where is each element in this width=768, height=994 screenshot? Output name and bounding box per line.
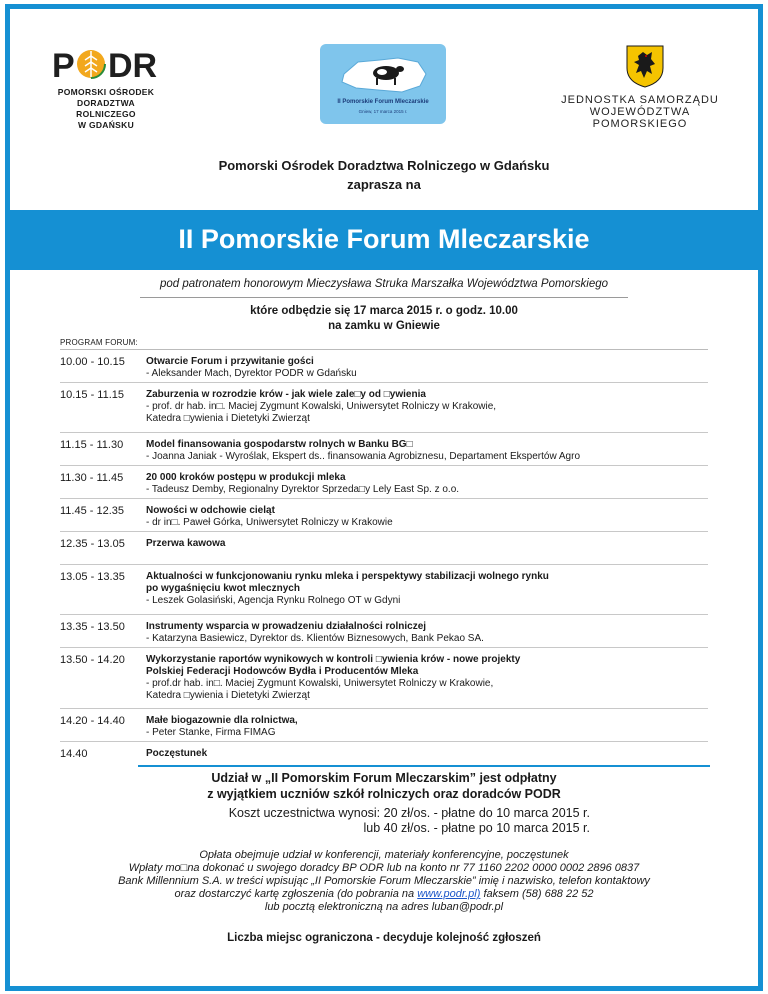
program-row xyxy=(60,615,708,648)
program-time: 13.35 - 13.50 xyxy=(60,621,125,633)
samorzad-logo xyxy=(560,44,720,130)
program-topic: Wykorzystanie raportów wynikowych w kontroli □ywienia krów - nowe projekty xyxy=(146,654,521,665)
program-row xyxy=(60,565,708,615)
program-row xyxy=(60,383,708,433)
program-speaker: - Leszek Golasiński, Agencja Rynku Rolnego OT w Gdyni xyxy=(146,595,401,606)
program-content xyxy=(146,439,708,465)
program-topic: Polskiej Federacji Hodowców Bydła i Producentów Mleka xyxy=(146,666,419,677)
grain-icon xyxy=(52,47,162,81)
program-row xyxy=(60,433,708,466)
podr-logo xyxy=(46,47,166,130)
program-table xyxy=(60,350,708,775)
podr-logo-text xyxy=(56,87,156,131)
header-logos xyxy=(40,44,720,130)
program-topic: Otwarcie Forum i przywitanie gości xyxy=(146,356,314,367)
program-content xyxy=(146,715,708,741)
program-time: 10.15 - 11.15 xyxy=(60,389,125,401)
program-time: 12.35 - 13.05 xyxy=(60,538,125,550)
program-topic: Model finansowania gospodarstw rolnych w Banku BG□ xyxy=(146,439,413,450)
forum-badge-subtitle: Gniew, 17 marca 2015 r. xyxy=(358,109,408,114)
program-content xyxy=(146,654,708,708)
podr-website-link[interactable]: www.podr.pl) xyxy=(417,888,481,900)
program-bottom-divider xyxy=(138,765,710,767)
program-time: 13.50 - 14.20 xyxy=(60,654,125,666)
cow-map-icon xyxy=(338,54,430,96)
payment-line-2: Wpłaty mo□na dokonać u swojego doradcy BP ODR lub na konto nr 77 1160 2202 0000 0002 2896 0837 xyxy=(128,862,640,874)
program-content xyxy=(146,538,708,564)
program-time: 11.30 - 11.45 xyxy=(60,472,124,484)
patronage-divider xyxy=(140,297,628,298)
program-topic: po wygaśnięciu kwot mlecznych xyxy=(146,583,300,594)
program-content xyxy=(146,505,708,531)
payment-line-3: Bank Millennium S.A. w treści wpisując „II Pomorskie Forum Mleczarskie” imię i nazwisko, telefon kontaktowy xyxy=(118,875,650,887)
payment-line-4-text: oraz dostarczyć kartę zgłoszenia (do pobrania na xyxy=(174,888,418,900)
samorzad-line-1: JEDNOSTKA SAMORZĄDU xyxy=(561,94,719,106)
payment-line-4-fax: faksem (58) 688 22 52 xyxy=(480,888,594,900)
fee-line-2: lub 40 zł/os. - płatne po 10 marca 2015 r. xyxy=(363,821,590,835)
program-time: 13.05 - 13.35 xyxy=(60,571,125,583)
limited-seats-note: Liczba miejsc ograniczona - decyduje kolejność zgłoszeń xyxy=(227,932,541,944)
program-time: 11.15 - 11.30 xyxy=(60,439,124,451)
program-speaker: - prof. dr hab. in□. Maciej Zygmunt Kowalski, Uniwersytet Rolniczy w Krakowie, xyxy=(146,401,497,412)
program-topic: Instrumenty wsparcia w prowadzeniu działalności rolniczej xyxy=(146,621,427,632)
invite-text: zaprasza na xyxy=(347,177,421,192)
griffin-coat-of-arms-icon xyxy=(625,44,665,88)
program-time: 10.00 - 10.15 xyxy=(60,356,125,368)
program-speaker: - dr in□. Paweł Górka, Uniwersytet Rolniczy w Krakowie xyxy=(146,517,393,528)
podr-line-1: POMORSKI OŚRODEK xyxy=(57,87,155,97)
title-banner xyxy=(10,210,758,270)
participation-line-1: Udział w „II Pomorskim Forum Mleczarskim” jest odpłatny xyxy=(211,771,557,785)
program-row xyxy=(60,648,708,709)
program-topic: Aktualności w funkcjonowaniu rynku mleka i perspektywy stabilizacji wolnego rynku xyxy=(146,571,549,582)
program-time: 14.20 - 14.40 xyxy=(60,715,125,727)
event-place: na zamku w Gniewie xyxy=(328,320,440,332)
svg-text:P: P xyxy=(52,47,75,81)
program-speaker: - Joanna Janiak - Wyroślak, Ekspert ds.. finansowania Agrobiznesu, Departament Ekspertów Agro xyxy=(146,451,581,462)
program-row xyxy=(60,709,708,742)
program-speaker: - Aleksander Mach, Dyrektor PODR w Gdańsku xyxy=(146,368,357,379)
program-speaker: - prof.dr hab. in□. Maciej Zygmunt Kowalski, Uniwersytet Rolniczy w Krakowie, xyxy=(146,678,494,689)
program-topic: 20 000 kroków postępu w produkcji mleka xyxy=(146,472,346,483)
event-date: które odbędzie się 17 marca 2015 r. o godz. 10.00 xyxy=(250,305,518,317)
participation-note xyxy=(0,770,768,802)
program-time: 14.40 xyxy=(60,748,88,760)
podr-line-3: W GDAŃSKU xyxy=(77,120,135,130)
forum-badge-title: II Pomorskie Forum Mleczarskie xyxy=(337,99,429,105)
participation-line-2: z wyjątkiem uczniów szkół rolniczych oraz doradców PODR xyxy=(207,787,561,801)
program-topic: Przerwa kawowa xyxy=(146,538,226,549)
podr-line-2: DORADZTWA ROLNICZEGO xyxy=(76,98,136,119)
patronage-text: pod patronatem honorowym Mieczysława Struka Marszałka Województwa Pomorskiego xyxy=(159,278,609,290)
program-row xyxy=(60,499,708,532)
program-content xyxy=(146,389,708,432)
program-speaker: - Katarzyna Basiewicz, Dyrektor ds. Klientów Biznesowych, Bank Pekao SA. xyxy=(146,633,484,644)
payment-line-5: lub pocztą elektroniczną na adres luban@podr.pl xyxy=(264,901,504,913)
payment-line-1: Opłata obejmuje udział w konferencji, materiały konferencyjne, poczęstunek xyxy=(199,849,569,861)
program-label: PROGRAM FORUM: xyxy=(60,338,138,347)
forum-badge xyxy=(320,44,446,124)
program-topic: Małe biogazownie dla rolnictwa, xyxy=(146,715,298,726)
program-topic: Nowości w odchowie cieląt xyxy=(146,505,275,516)
payment-line-4 xyxy=(0,888,768,901)
samorzad-text xyxy=(560,94,720,130)
program-content xyxy=(146,472,708,498)
program-speaker: - Tadeusz Demby, Regionalny Dyrektor Sprzeda□y Lely East Sp. z o.o. xyxy=(146,484,460,495)
program-content xyxy=(146,621,708,647)
program-speaker: Katedra □ywienia i Dietetyki Zwierząt xyxy=(146,690,310,701)
program-content xyxy=(146,356,708,382)
payment-info xyxy=(0,849,768,914)
fee-line-1: Koszt uczestnictwa wynosi: 20 zł/os. - płatne do 10 marca 2015 r. xyxy=(228,806,590,820)
program-row xyxy=(60,350,708,383)
organizer-name: Pomorski Ośrodek Doradztwa Rolniczego w Gdańsku xyxy=(218,158,550,173)
samorzad-line-2: WOJEWÓDZTWA POMORSKIEGO xyxy=(589,106,691,130)
program-row xyxy=(60,532,708,565)
program-content xyxy=(146,571,708,614)
program-topic: Zaburzenia w rozrodzie krów - jak wiele zale□y od □ywienia xyxy=(146,389,426,400)
program-time: 11.45 - 12.35 xyxy=(60,505,125,517)
fee-info xyxy=(170,806,590,836)
event-title: II Pomorskie Forum Mleczarskie xyxy=(178,224,590,254)
organizer xyxy=(0,156,768,194)
event-date-place xyxy=(0,304,768,334)
program-row xyxy=(60,466,708,499)
svg-text:DR: DR xyxy=(108,47,158,81)
program-topic: Poczęstunek xyxy=(146,748,208,759)
program-speaker: Katedra □ywienia i Dietetyki Zwierząt xyxy=(146,413,310,424)
program-speaker: - Peter Stanke, Firma FIMAG xyxy=(146,727,276,738)
